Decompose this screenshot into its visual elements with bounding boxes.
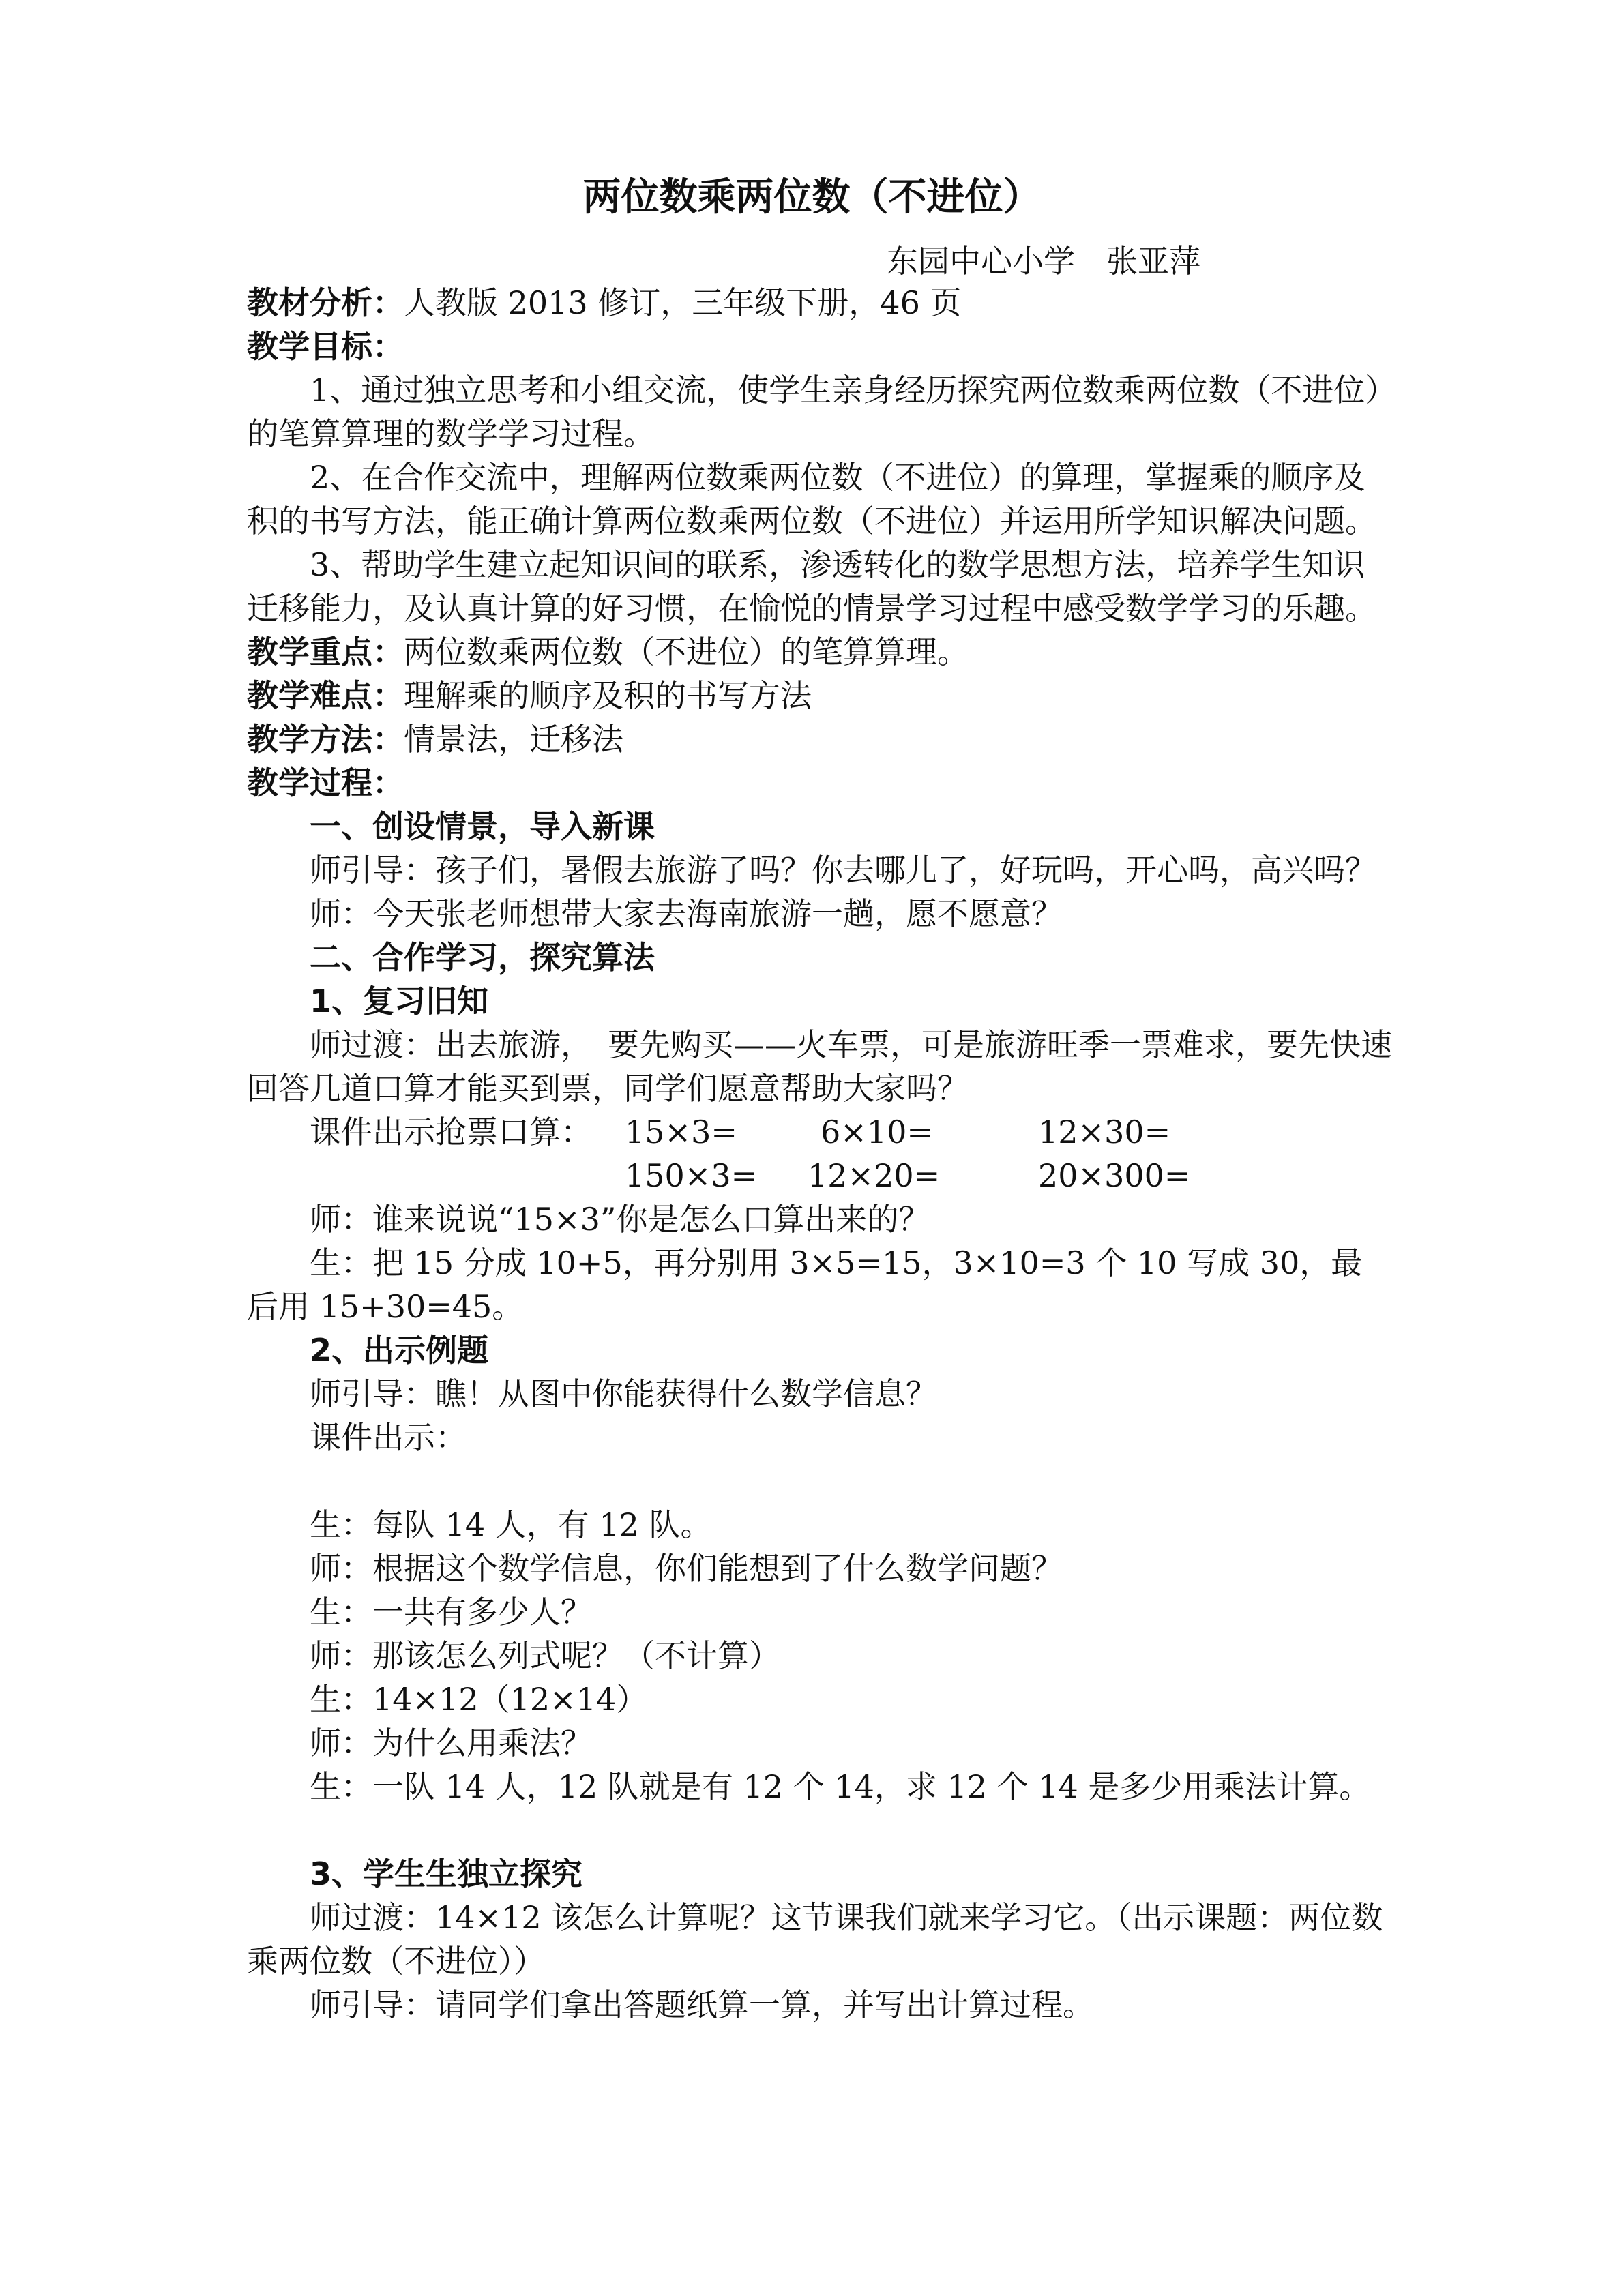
goal-item-2: 2、在合作交流中，理解两位数乘两位数（不进位）的算理，掌握乘的顺序及积的书写方法，能正确计算两位数乘两位数（不进位）并运用所学知识解决问题。 <box>247 459 1376 539</box>
author-line: 东园中心小学 张亚萍 <box>887 243 1200 280</box>
document-body <box>247 281 1393 2027</box>
page-title: 两位数乘两位数（不进位） <box>582 175 1042 220</box>
sub3-heading: 3、学生生独立探究 <box>310 1855 583 1892</box>
sub1-p1: 师过渡：出去旅游， 要先购买——火车票，可是旅游旺季一票难求，要先快速回答几道口算才能买到票，同学们愿意帮助大家吗？ <box>247 1026 1392 1107</box>
dialog-line: 师：那该怎么列式呢？（不计算） <box>310 1637 780 1674</box>
key-point-label: 教学重点： <box>247 633 404 670</box>
blank-spacer <box>247 1808 1393 1852</box>
calc-row-1 <box>247 1110 1393 1154</box>
difficulty <box>247 674 1393 717</box>
calc-item: 12×20= <box>808 1157 941 1194</box>
calc-item: 15×3= <box>625 1114 737 1150</box>
section1-p1: 师引导：孩子们，暑假去旅游了吗？你去哪儿了，好玩吗，开心吗，高兴吗？ <box>310 852 1376 889</box>
material-label: 教材分析： <box>247 284 404 321</box>
dialog-line: 生：14×12（12×14） <box>310 1681 648 1718</box>
goal-item-1: 1、通过独立思考和小组交流，使学生亲身经历探究两位数乘两位数（不进位）的笔算算理的数学学习过程。 <box>247 372 1381 452</box>
calc-label: 课件出示抢票口算： <box>310 1114 592 1150</box>
calc-item: 150×3= <box>625 1157 758 1194</box>
sub1-heading: 1、复习旧知 <box>310 983 489 1019</box>
calc-item: 12×30= <box>1038 1114 1171 1150</box>
method <box>247 717 1393 761</box>
goal-item-3: 3、帮助学生建立起知识间的联系，渗透转化的数学思想方法，培养学生知识迁移能力，及认真计算的好习惯，在愉悦的情景学习过程中感受数学学习的乐趣。 <box>247 546 1376 627</box>
dialog-line: 生：一队 14 人，12 队就是有 12 个 14，求 12 个 14 是多少用乘法计算。 <box>310 1768 1371 1805</box>
key-point-text: 两位数乘两位数（不进位）的笔算算理。 <box>404 633 969 670</box>
sub3-p2: 师引导：请同学们拿出答题纸算一算，并写出计算过程。 <box>310 1986 1094 2023</box>
calc-row-2 <box>247 1154 1393 1197</box>
method-text: 情景法，迁移法 <box>404 721 623 758</box>
material-text: 人教版 2013 修订，三年级下册，46 页 <box>404 284 962 321</box>
goals-label: 教学目标： <box>247 328 404 365</box>
section2-heading: 二、合作学习，探究算法 <box>310 939 655 976</box>
sub3-p1: 师过渡：14×12 该怎么计算呢？这节课我们就来学习它。（出示课题：两位数乘两位数（不进位）） <box>247 1899 1383 1980</box>
dialog-line: 生：每队 14 人，有 12 队。 <box>310 1506 712 1543</box>
section1-heading: 一、创设情景，导入新课 <box>310 808 655 845</box>
difficulty-text: 理解乘的顺序及积的书写方法 <box>404 677 812 714</box>
calc-item: 20×300= <box>1038 1157 1191 1194</box>
sub2-line: 课件出示： <box>310 1419 467 1456</box>
figure-placeholder <box>247 1459 1393 1503</box>
dialog-line: 师：为什么用乘法？ <box>310 1725 592 1761</box>
section1-p2: 师：今天张老师想带大家去海南旅游一趟，愿不愿意？ <box>310 895 1063 932</box>
sub2-line: 师引导：瞧！从图中你能获得什么数学信息？ <box>310 1375 937 1412</box>
sub1-p3: 生：把 15 分成 10+5，再分别用 3×5=15，3×10=3 个 10 写成 30，最后用 15+30=45。 <box>247 1244 1363 1325</box>
dialog-line: 生：一共有多少人？ <box>310 1594 592 1630</box>
sub2-heading: 2、出示例题 <box>310 1332 489 1369</box>
difficulty-label: 教学难点： <box>247 677 404 714</box>
sub1-p2: 师：谁来说说“15×3”你是怎么口算出来的？ <box>310 1201 930 1238</box>
calc-item: 6×10= <box>821 1114 933 1150</box>
dialog-line: 师：根据这个数学信息，你们能想到了什么数学问题？ <box>310 1550 1063 1587</box>
key-point <box>247 630 1393 674</box>
process-label: 教学过程： <box>247 764 404 801</box>
method-label: 教学方法： <box>247 721 404 758</box>
material-analysis <box>247 281 1393 325</box>
